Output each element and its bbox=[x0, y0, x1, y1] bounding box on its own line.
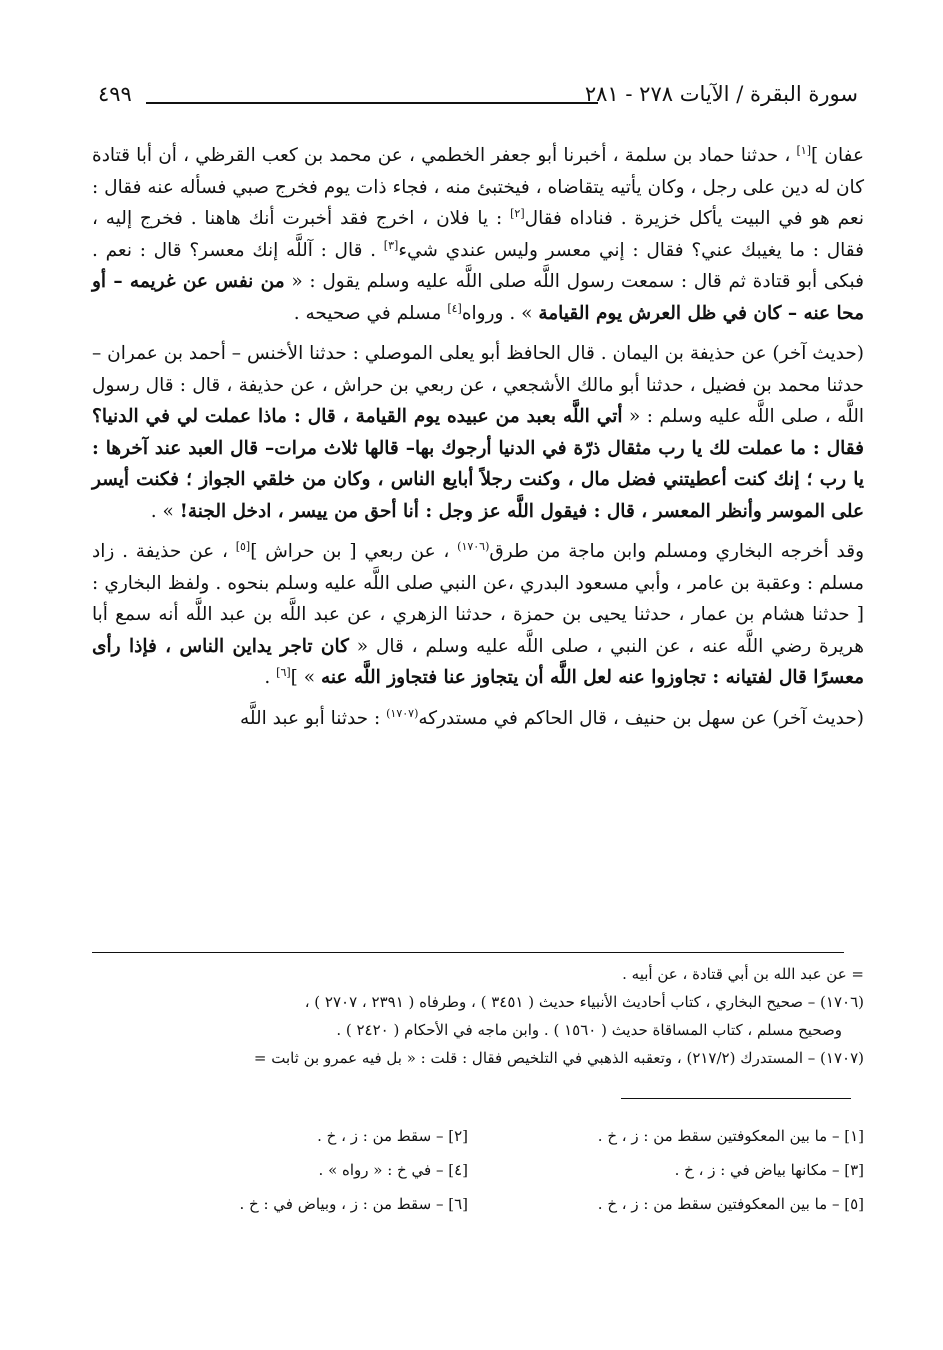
footnote-marker: (١٧٠٧) bbox=[386, 706, 419, 720]
page-header bbox=[98, 82, 858, 116]
header-rule bbox=[146, 102, 598, 104]
paragraph-2: (حديث آخر) عن حذيفة بن اليمان . قال الحافظ أبو يعلى الموصلي : حدثنا الأخنس – أحمد بن عمران – حدثنا محمد بن فضيل ، حدثنا أبو مالك الأشجعي ، عن ربعي بن حراش ، عن حذيفة ، قال : قال رسول اللَّه ، صلى اللَّه عليه وسلم : « أتي اللَّه بعبد من عبيده يوم القيامة ، قال : ماذا عملت لي في الدنيا؟ فقال : ما عملت لك يا رب مثقال ذرّة في الدنيا أرجوك بها– قالها ثلاث مرات– قال العبد عند آخرها : يا رب ؛ إنك كنت أعطيتني فضل مال ، وكنت رجلاً أبايع الناس ، وكان من خلقي الجواز ؛ فكنت أيسر على الموسر وأنظر المعسر ، قال : فيقول اللَّه عز وجل : أنا أحق من ييسر ، ادخل الجنة! » . bbox=[92, 343, 864, 522]
page-number: ٤٩٩ bbox=[98, 82, 132, 106]
running-title: سورة البقرة / الآيات ٢٧٨ - ٢٨١ bbox=[584, 82, 858, 106]
editor-note: [٢] – سقط من : ز ، خ . bbox=[317, 1127, 468, 1145]
hadith-text: كان تاجر يداين الناس ، فإذا رأى معسرًا قال لفتيانه : تجاوزوا عنه لعل اللَّه أن يتجاوز عنا فتجاوز اللَّه عنه bbox=[92, 635, 864, 688]
editor-note: [١] – ما بين المعكوفتين سقط من : ز ، خ . bbox=[597, 1127, 864, 1145]
editor-note: [٣] – مكانها بياض في : ز ، خ . bbox=[674, 1161, 864, 1179]
footnote-line: وصحيح مسلم ، كتاب المساقاة حديث ( ١٥٦٠ ) . وابن ماجه في الأحكام ( ٢٤٢٠ ) . bbox=[336, 1021, 842, 1039]
footnote-line: (١٧٠٦) – صحيح البخاري ، كتاب أحاديث الأنبياء حديث ( ٣٤٥١ ) ، وطرفاه ( ٢٣٩١ ، ٢٧٠٧ ) ، bbox=[304, 993, 864, 1011]
hadith-text: من نفس عن غريمه – أو محا عنه – كان في ظل العرش يوم القيامة bbox=[92, 271, 864, 324]
notes-divider bbox=[621, 1098, 851, 1099]
note-marker: [٤] bbox=[447, 301, 462, 315]
main-text bbox=[92, 140, 864, 734]
footnote-marker: (١٧٠٦) bbox=[457, 539, 490, 553]
footnote-line: = عن عبد الله بن أبي قتادة ، عن أبيه . bbox=[622, 965, 864, 983]
paragraph-3: وقد أخرجه البخاري ومسلم وابن ماجة من طرق$^{(١٧٠٦)}$ ، عن ربعي [ بن حراش ][٥] ، عن حذيفة . زاد مسلم : وعقبة بن عامر ، وأبي مسعود البدري ،عن النبي صلى اللَّه عليه وسلم بنحوه . ولفظ البخاري : [ حدثنا هشام بن عمار ، حدثنا يحيى بن حمزة ، حدثنا الزهري ، عن عبد اللَّه بن عبد اللَّه أنه سمع أبا هريرة رضي اللَّه عنه ، عن النبي ، صلى اللَّه عليه وسلم ، قال « كان تاجر يداين الناس ، فإذا رأى معسرًا قال لفتيانه : تجاوزوا عنه لعل اللَّه أن يتجاوز عنا فتجاوز اللَّه عنه » ][٦] . bbox=[92, 539, 865, 688]
paragraph-4: (حديث آخر) عن سهل بن حنيف ، قال الحاكم في مستدركه$^{(١٧٠٧)}$ : حدثنا أبو عبد اللَّه bbox=[239, 706, 864, 729]
hadith-text: أتي اللَّه بعبد من عبيده يوم القيامة ، قال : ماذا عملت لي في الدنيا؟ فقال : ما عملت لك يا رب مثقال ذرّة في الدنيا أرجوك بها– قالها ثلاث مرات– قال العبد عند آخرها : يا رب ؛ إنك كنت أعطيتني فضل مال ، وكنت رجلاً أبايع الناس ، وكان من خلقي الجواز ؛ فكنت أيسر على الموسر وأنظر المعسر ، قال : فيقول اللَّه عز وجل : أنا أحق من ييسر ، ادخل الجنة! bbox=[92, 406, 864, 522]
footnotes bbox=[92, 960, 864, 1072]
editor-notes bbox=[92, 1122, 864, 1218]
editor-note: [٤] – في خ : « رواه » . bbox=[318, 1161, 468, 1179]
footnote-divider bbox=[92, 952, 844, 953]
editor-note: [٦] – سقط من : ز ، وبياض في : خ . bbox=[239, 1195, 468, 1213]
note-marker: [٣] bbox=[383, 238, 399, 252]
editor-note: [٥] – ما بين المعكوفتين سقط من : ز ، خ . bbox=[597, 1195, 864, 1213]
paragraph-1: عفان ][١] ، حدثنا حماد بن سلمة ، أخبرنا أبو جعفر الخطمي ، عن محمد بن كعب القرظي ، أن أبا قتادة كان له دين على رجل ، وكان يأتيه يتقاضاه ، فيختبئ منه ، فجاء ذات يوم فخرج صبي فسأله عنه فقال : نعم هو في البيت يأكل خزيرة . فناداه فقال[٢] : يا فلان ، اخرج فقد أخبرت أنك هاهنا . فخرج إليه ، فقال : ما يغيبك عني؟ فقال : إني معسر وليس عندي شيء[٣] . قال : آللَّه إنك معسر؟ قال : نعم . فبكى أبو قتادة ثم قال : سمعت رسول اللَّه صلى اللَّه عليه وسلم يقول : « من نفس عن غريمه – أو محا عنه – كان في ظل العرش يوم القيامة » . ورواه[٤] مسلم في صحيحه . bbox=[92, 143, 865, 324]
note-marker: [٥] bbox=[235, 539, 251, 553]
note-marker: [١] bbox=[796, 143, 812, 157]
note-marker: [٦] bbox=[276, 665, 291, 679]
footnote-line: (١٧٠٧) – المستدرك (٢١٧/٢) ، وتعقبه الذهبي في التلخيص فقال : قلت : « بل فيه عمرو بن ثابت = bbox=[253, 1049, 864, 1067]
note-marker: [٢] bbox=[510, 206, 525, 220]
